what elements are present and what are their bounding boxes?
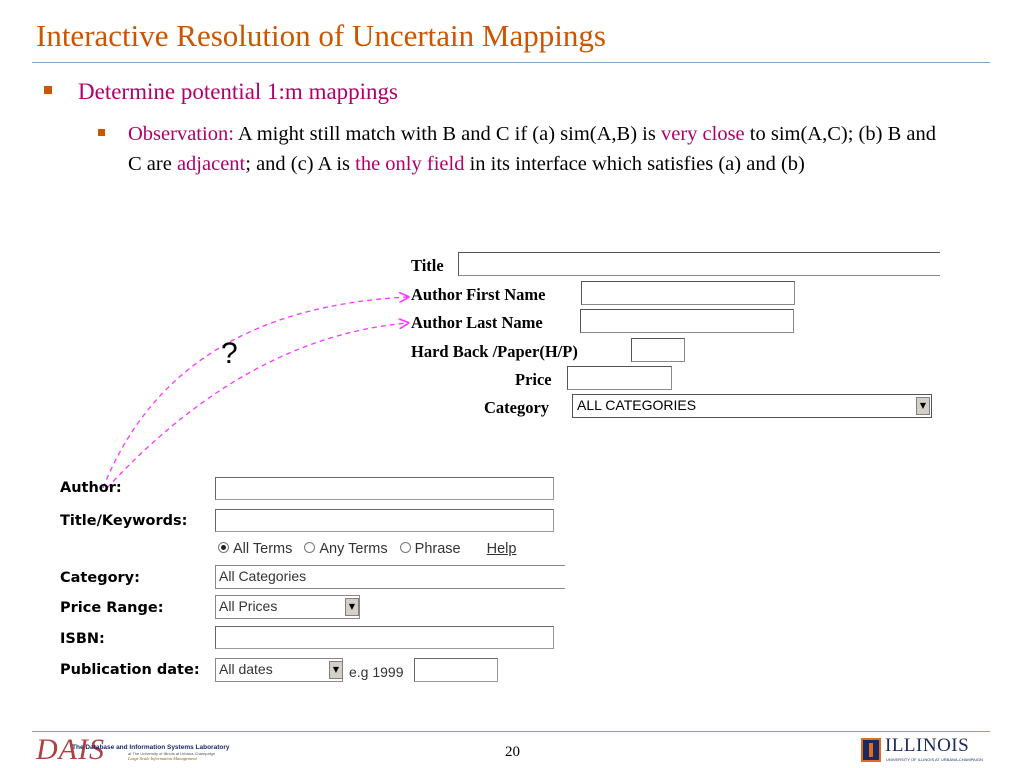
- bullet-square-icon: [44, 86, 52, 94]
- isbn-label: ISBN:: [60, 631, 105, 647]
- radio-button-icon[interactable]: [218, 542, 229, 553]
- isbn-field[interactable]: [215, 626, 554, 649]
- bullet-2-part-4: in its interface which satisfies (a) and (b): [464, 153, 805, 175]
- publication-date-select-value: All dates: [219, 661, 273, 677]
- title-keywords-label: Title/Keywords:: [60, 513, 188, 529]
- observation-lead: Observation:: [128, 123, 234, 145]
- illinois-subtitle: UNIVERSITY OF ILLINOIS AT URBANA-CHAMPAIGN: [886, 757, 983, 762]
- search-mode-radios: [218, 541, 516, 557]
- author-last-name-label: Author Last Name: [411, 313, 543, 332]
- radio-button-icon[interactable]: [304, 542, 315, 553]
- question-mark: ?: [221, 337, 238, 370]
- publication-date-select[interactable]: [215, 658, 343, 682]
- dais-logo: [36, 733, 236, 766]
- illinois-wordmark: ILLINOIS: [885, 735, 970, 756]
- radio-phrase-label[interactable]: Phrase: [414, 541, 461, 557]
- radio-all-terms-label[interactable]: All Terms: [233, 541, 293, 557]
- category-select-value: ALL CATEGORIES: [577, 397, 697, 413]
- category-select[interactable]: [215, 565, 565, 589]
- category-label: Category: [484, 398, 550, 417]
- bullet-2-text: [128, 119, 938, 179]
- dais-tagline: Large Scale Information Management: [128, 756, 197, 761]
- bullet-2-part-3: ; and (c) A is: [245, 153, 356, 175]
- dropdown-arrow-icon[interactable]: ▼: [345, 598, 359, 616]
- publication-date-hint: e.g 1999: [349, 664, 404, 680]
- bullet-level-2: [98, 119, 938, 179]
- price-range-label: Price Range:: [60, 600, 164, 616]
- bullet-2-part-1: A might still match with B and C if (a) sim(A,B) is: [233, 123, 661, 145]
- highlight-only-field: the only field: [355, 153, 465, 175]
- dropdown-arrow-icon[interactable]: ▼: [916, 397, 930, 415]
- slide-title: Interactive Resolution of Uncertain Mappings: [36, 18, 606, 53]
- bullet-square-icon: [98, 129, 105, 136]
- title-field[interactable]: [458, 252, 940, 276]
- author-field[interactable]: [215, 477, 554, 500]
- publication-date-label: Publication date:: [60, 662, 200, 678]
- author-last-name-field[interactable]: [580, 309, 794, 333]
- page-number: 20: [505, 744, 520, 760]
- title-divider: [32, 62, 990, 63]
- author-first-name-label: Author First Name: [411, 285, 546, 304]
- dais-logo-letters: DAIS: [36, 733, 105, 766]
- dais-lab-name: The Database and Information Systems Laboratory: [72, 744, 230, 751]
- category-label: Category:: [60, 570, 140, 586]
- price-field[interactable]: [567, 366, 672, 390]
- radio-button-icon[interactable]: [400, 542, 411, 553]
- price-range-select[interactable]: [215, 595, 360, 619]
- dashed-arrow-icon: [107, 323, 408, 488]
- highlight-adjacent: adjacent: [176, 153, 246, 175]
- bullet-1-text: Determine potential 1:m mappings: [78, 79, 399, 104]
- illinois-logo: [861, 735, 991, 768]
- hardback-paper-field[interactable]: [631, 338, 685, 362]
- title-keywords-field[interactable]: [215, 509, 554, 532]
- bullet-level-1: [44, 79, 398, 105]
- price-range-select-value: All Prices: [219, 598, 278, 614]
- publication-year-field[interactable]: [414, 658, 498, 682]
- footer-divider: [32, 731, 990, 732]
- author-label: Author:: [60, 480, 122, 496]
- bullet-2-part-2: to sim(A,C); (b) B and C are: [128, 123, 936, 175]
- category-select-value: All Categories: [219, 568, 307, 584]
- hardback-paper-label: Hard Back /Paper(H/P): [411, 342, 578, 361]
- highlight-very-close: very close: [660, 123, 745, 145]
- illinois-block-i-icon: [861, 738, 881, 762]
- dashed-arrow-icon: [103, 297, 408, 488]
- dais-affiliation: at The University of Illinois at Urbana-Champaign: [128, 751, 216, 756]
- price-label: Price: [515, 370, 552, 389]
- dropdown-arrow-icon[interactable]: ▼: [329, 661, 343, 679]
- category-select[interactable]: [572, 394, 932, 418]
- radio-any-terms-label[interactable]: Any Terms: [319, 541, 388, 557]
- title-label: Title: [411, 256, 444, 275]
- help-link[interactable]: Help: [486, 541, 517, 557]
- author-first-name-field[interactable]: [581, 281, 795, 305]
